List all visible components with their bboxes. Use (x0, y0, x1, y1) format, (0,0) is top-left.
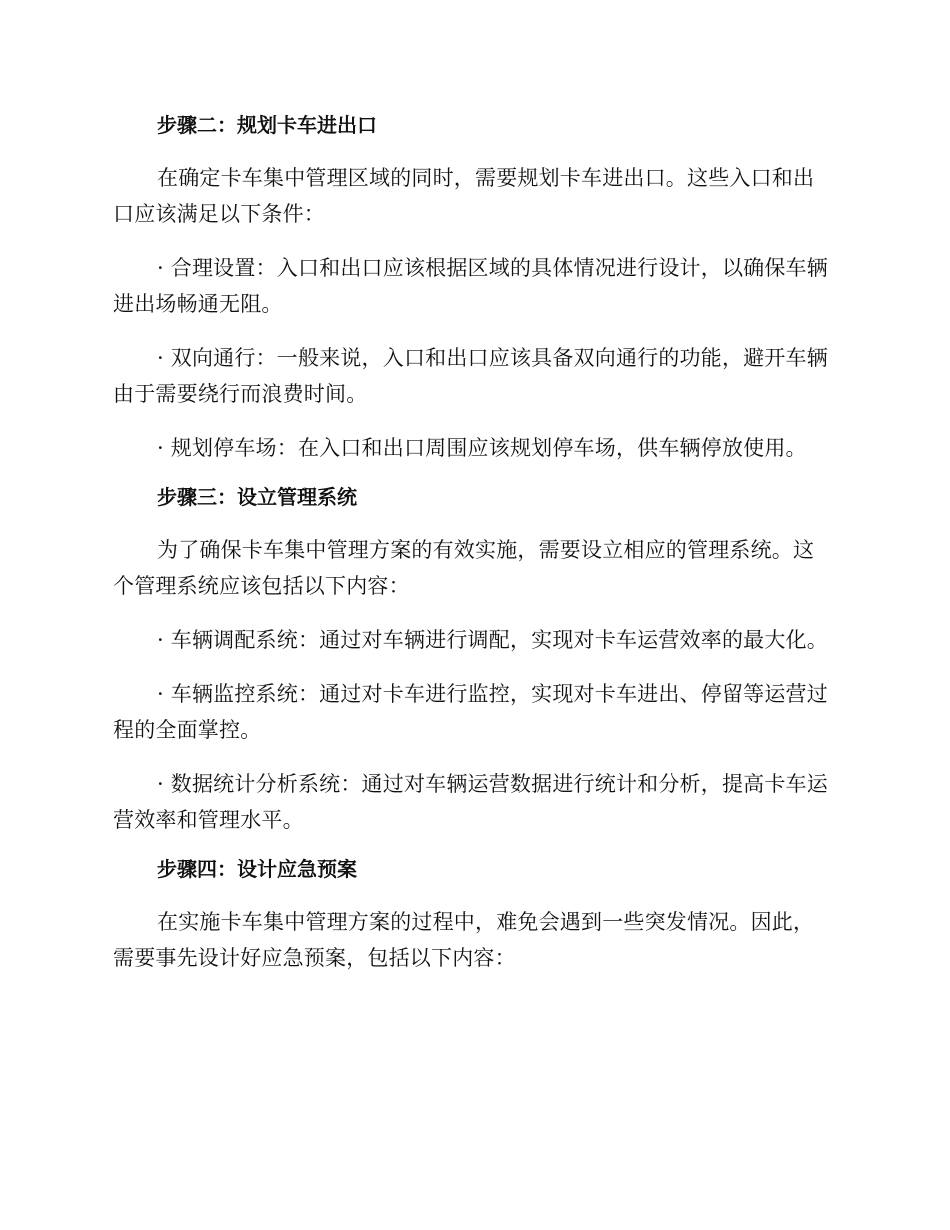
section-intro-step-4: 在实施卡车集中管理方案的过程中，难免会遇到一些突发情况。因此，需要事先设计好应急预案，包括以下内容： (113, 910, 815, 970)
document-page (113, 112, 835, 994)
section-intro-step-2: 在确定卡车集中管理区域的同时，需要规划卡车进出口。这些入口和出口应该满足以下条件： (113, 166, 815, 226)
section-intro-step-3: 为了确保卡车集中管理方案的有效实施，需要设立相应的管理系统。这个管理系统应该包括以下内容： (113, 538, 815, 598)
section-heading-step-2: 步骤二：规划卡车进出口 (157, 113, 377, 137)
section-heading-step-4: 步骤四：设计应急预案 (157, 857, 357, 881)
list-item: · 规划停车场：在入口和出口周围应该规划停车场，供车辆停放使用。 (157, 436, 807, 460)
section-heading-step-3: 步骤三：设立管理系统 (157, 485, 357, 509)
list-item: · 车辆监控系统：通过对卡车进行监控，实现对卡车进出、停留等运营过程的全面掌控。 (113, 682, 828, 742)
list-item: · 双向通行：一般来说，入口和出口应该具备双向通行的功能，避开车辆由于需要绕行而浪费时间。 (113, 346, 828, 406)
list-item: · 合理设置：入口和出口应该根据区域的具体情况进行设计，以确保车辆进出场畅通无阻。 (113, 256, 828, 316)
list-item: · 车辆调配系统：通过对车辆进行调配，实现对卡车运营效率的最大化。 (157, 628, 828, 652)
list-item: · 数据统计分析系统：通过对车辆运营数据进行统计和分析，提高卡车运营效率和管理水平。 (113, 772, 828, 832)
